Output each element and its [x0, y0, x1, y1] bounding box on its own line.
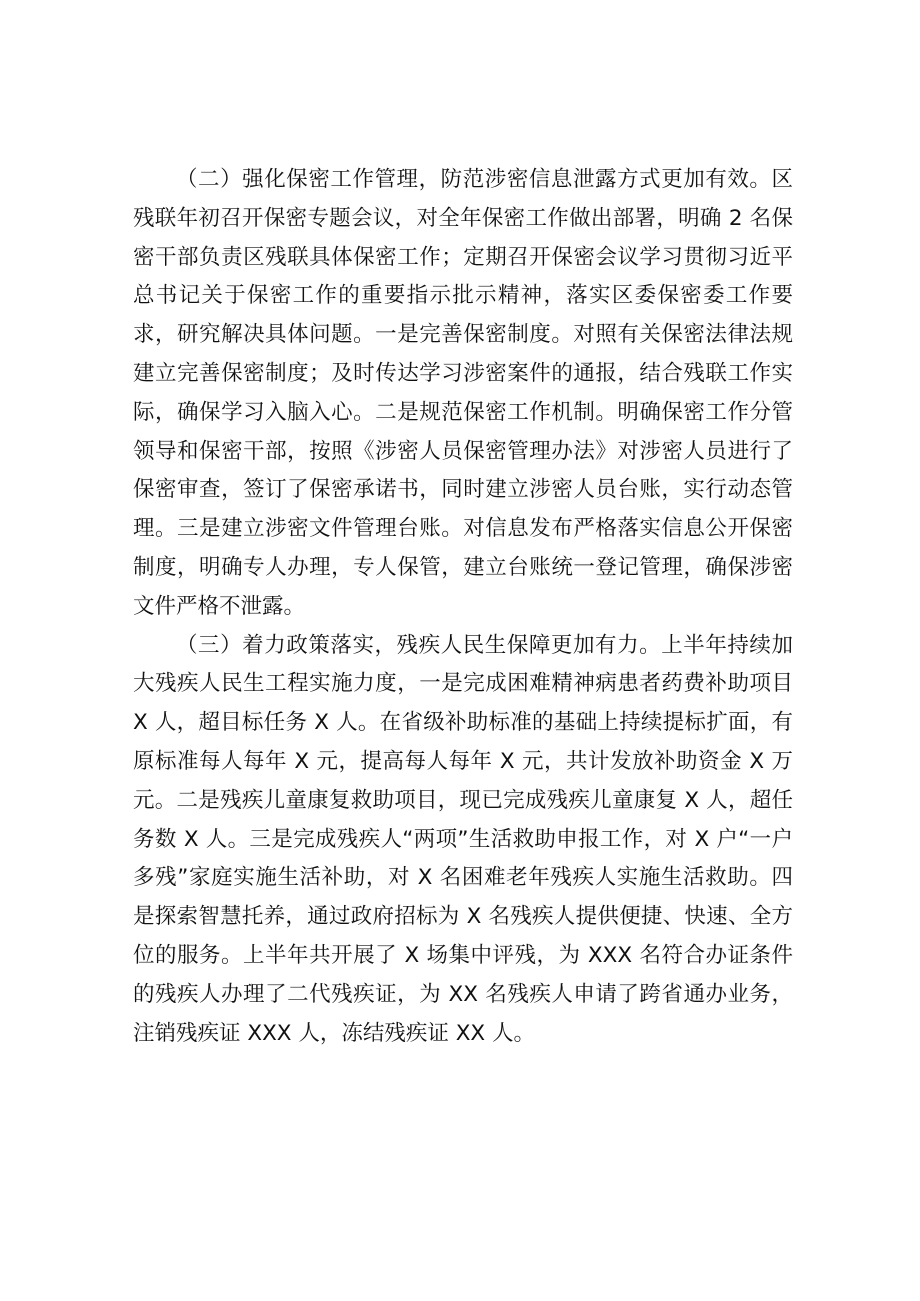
- document-body: [133, 161, 793, 1053]
- paragraph-confidentiality: （二）强化保密工作管理，防范涉密信息泄露方式更加有效。区残联年初召开保密专题会议，对全年保密工作做出部署，明确 2 名保密干部负责区残联具体保密工作；定期召开保密会议学习贯彻习近平总书记关于保密工作的重要指示批示精神，落实区委保密委工作要求，研究解决具体问题。一是完善保密制度。对照有关保密法律法规建立完善保密制度；及时传达学习涉密案件的通报，结合残联工作实际，确保学习入脑入心。二是规范保密工作机制。明确保密工作分管领导和保密干部，按照《涉密人员保密管理办法》对涉密人员进行了保密审查，签订了保密承诺书，同时建立涉密人员台账，实行动态管理。三是建立涉密文件管理台账。对信息发布严格落实信息公开保密制度，明确专人办理，专人保管，建立台账统一登记管理，确保涉密文件严格不泄露。: [133, 167, 793, 619]
- paragraph-policy-implementation: （三）着力政策落实，残疾人民生保障更加有力。上半年持续加大残疾人民生工程实施力度，一是完成困难精神病患者药费补助项目 X 人，超目标任务 X 人。在省级补助标准的基础上持续提标扩面，有原标准每人每年 X 元，提高每人每年 X 元，共计发放补助资金 X 万元。二是残疾儿童康复救助项目，现已完成残疾儿童康复 X 人，超任务数 X 人。三是完成残疾人“两项”生活救助申报工作，对 X 户“一户多残”家庭实施生活补助，对 X 名困难老年残疾人实施生活救助。四是探索智慧托养，通过政府招标为 X 名残疾人提供便捷、快速、全方位的服务。上半年共开展了 X 场集中评残，为 XXX 名符合办证条件的残疾人办理了二代残疾证，为 XX 名残疾人申请了跨省通办业务，注销残疾证 XXX 人，冻结残疾证 XX 人。: [133, 632, 793, 1046]
